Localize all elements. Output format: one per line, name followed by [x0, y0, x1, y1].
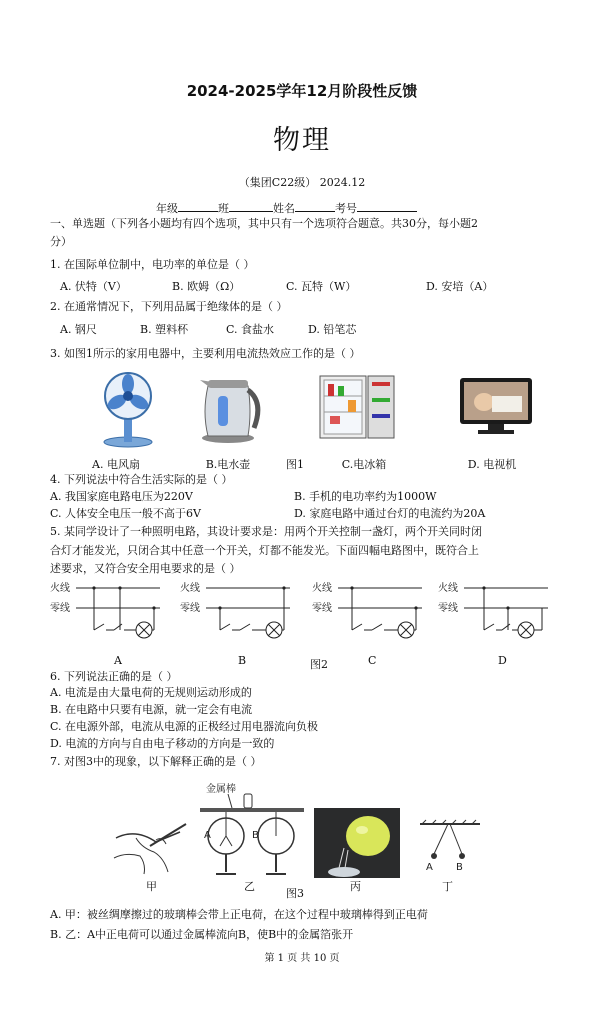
circuit-a	[50, 580, 162, 662]
q5-line3: 述要求，又符合安全用电要求的是（ ）	[50, 562, 241, 575]
grade-label: 年级	[156, 202, 178, 215]
name-field[interactable]	[295, 200, 335, 212]
section1-heading-cont: 分）	[50, 235, 72, 248]
ball-b-label: B	[456, 862, 463, 873]
q7-option-b: B. 乙：A中正电荷可以通过金属棒流向B，使B中的金属箔张开	[50, 928, 354, 941]
exam-title: 2024-2025学年12月阶段性反馈	[186, 82, 418, 100]
circuit-c	[312, 580, 424, 662]
grade-field[interactable]	[178, 200, 218, 212]
q2-option-a: A. 钢尺	[60, 323, 97, 336]
q7-stem: 7. 对图3中的现象，以下解释正确的是（ ）	[50, 755, 262, 768]
circuit-c-neutral-label: 零线	[312, 603, 332, 614]
q2-option-d: D. 铅笔芯	[308, 323, 357, 336]
circuit-b-neutral-label: 零线	[180, 603, 200, 614]
q6-option-b: B. 在电路中只要有电源，就一定会有电流	[50, 703, 253, 716]
electroscope-b-label: B	[252, 830, 259, 841]
q1-option-d: D. 安培（A）	[426, 280, 494, 293]
q3-option-c: C.电冰箱	[341, 458, 387, 471]
class-label: 班	[218, 202, 229, 215]
figure-2-caption: 图2	[310, 658, 328, 671]
exam-subtitle: （集团C22级） 2024.12	[238, 176, 366, 189]
figure-3-jia	[106, 818, 192, 878]
figure-3-label-bing: 丙	[350, 880, 361, 893]
circuit-a-neutral-label: 零线	[50, 603, 70, 614]
circuit-c-label: C	[368, 654, 377, 667]
figure-3-caption: 图3	[286, 887, 304, 900]
student-info-line	[156, 200, 417, 216]
electric-fan-image	[92, 372, 164, 448]
section1-heading: 一、单选题（下列各小题均有四个选项，其中只有一个选项符合题意。共30分，每小题2	[50, 217, 478, 230]
q6-stem: 6. 下列说法正确的是（ ）	[50, 670, 178, 683]
q3-option-d: D. 电视机	[467, 458, 517, 471]
q4-option-d: D. 家庭电路中通过台灯的电流约为20A	[294, 507, 486, 520]
circuit-a-label: A	[114, 654, 122, 667]
circuit-d-label: D	[498, 654, 507, 667]
q3-option-a: A. 电风扇	[92, 458, 140, 471]
q7-option-a: A. 甲：被丝绸摩擦过的玻璃棒会带上正电荷，在这个过程中玻璃棒得到正电荷	[50, 908, 428, 921]
q1-stem: 1. 在国际单位制中，电功率的单位是（ ）	[50, 258, 255, 271]
refrigerator-image	[318, 374, 398, 440]
q6-option-c: C. 在电源外部，电流从电源的正极经过用电器流向负极	[50, 720, 319, 733]
class-field[interactable]	[229, 200, 273, 212]
q4-option-a: A. 我国家庭电路电压为220V	[50, 490, 193, 503]
television-image	[458, 376, 534, 438]
q5-line2: 合灯才能发光，只闭合其中任意一个开关，灯都不能发光。下面四幅电路图中，既符合上	[50, 544, 479, 557]
q4-option-c: C. 人体安全电压一般不高于6V	[50, 507, 201, 520]
figure-1-caption: 图1	[286, 458, 304, 471]
q1-option-a: A. 伏特（V）	[60, 280, 127, 293]
circuit-a-live-label: 火线	[50, 583, 70, 594]
q4-option-b: B. 手机的电功率约为1000W	[294, 490, 437, 503]
q1-option-c: C. 瓦特（W）	[286, 280, 357, 293]
q1-option-b: B. 欧姆（Ω）	[172, 280, 241, 293]
metal-rod-label: 金属棒	[206, 784, 236, 795]
circuit-b-label: B	[238, 654, 247, 667]
circuit-d-live-label: 火线	[438, 583, 458, 594]
figure-3-yi-electroscopes	[198, 780, 308, 882]
q2-option-c: C. 食盐水	[226, 323, 275, 336]
subject-title: 物理	[273, 125, 331, 156]
page-footer: 第 1 页 共 10 页	[264, 953, 340, 964]
q6-option-d: D. 电流的方向与自由电子移动的方向是一致的	[50, 737, 275, 750]
circuit-b-live-label: 火线	[180, 583, 200, 594]
figure-3-bing-balloon-photo	[314, 808, 400, 878]
circuit-d	[438, 580, 550, 662]
q3-option-b: B.电水壶	[205, 458, 251, 471]
figure-3-label-yi: 乙	[244, 880, 255, 893]
q3-stem: 3. 如图1所示的家用电器中，主要利用电流热效应工作的是（ ）	[50, 347, 361, 360]
name-label: 姓名	[273, 202, 295, 215]
electroscope-a-label: A	[204, 830, 211, 841]
q2-option-b: B. 塑料杯	[140, 323, 189, 336]
q2-stem: 2. 在通常情况下，下列用品属于绝缘体的是（ ）	[50, 300, 288, 313]
q4-stem: 4. 下列说法中符合生活实际的是（ ）	[50, 473, 233, 486]
figure-3-label-ding: 丁	[442, 880, 453, 893]
figure-3-ding-pith-balls	[416, 818, 484, 874]
number-field[interactable]	[357, 200, 417, 212]
q6-option-a: A. 电流是由大量电荷的无规则运动形成的	[50, 686, 252, 699]
q5-line1: 5. 某同学设计了一种照明电路，其设计要求是：用两个开关控制一盏灯，两个开关同时闭	[50, 525, 482, 538]
figure-3-label-jia: 甲	[146, 880, 157, 893]
electric-kettle-image	[194, 372, 266, 444]
circuit-c-live-label: 火线	[312, 583, 332, 594]
number-label: 考号	[335, 202, 357, 215]
ball-a-label: A	[426, 862, 433, 873]
circuit-d-neutral-label: 零线	[438, 603, 458, 614]
circuit-b	[180, 580, 292, 662]
